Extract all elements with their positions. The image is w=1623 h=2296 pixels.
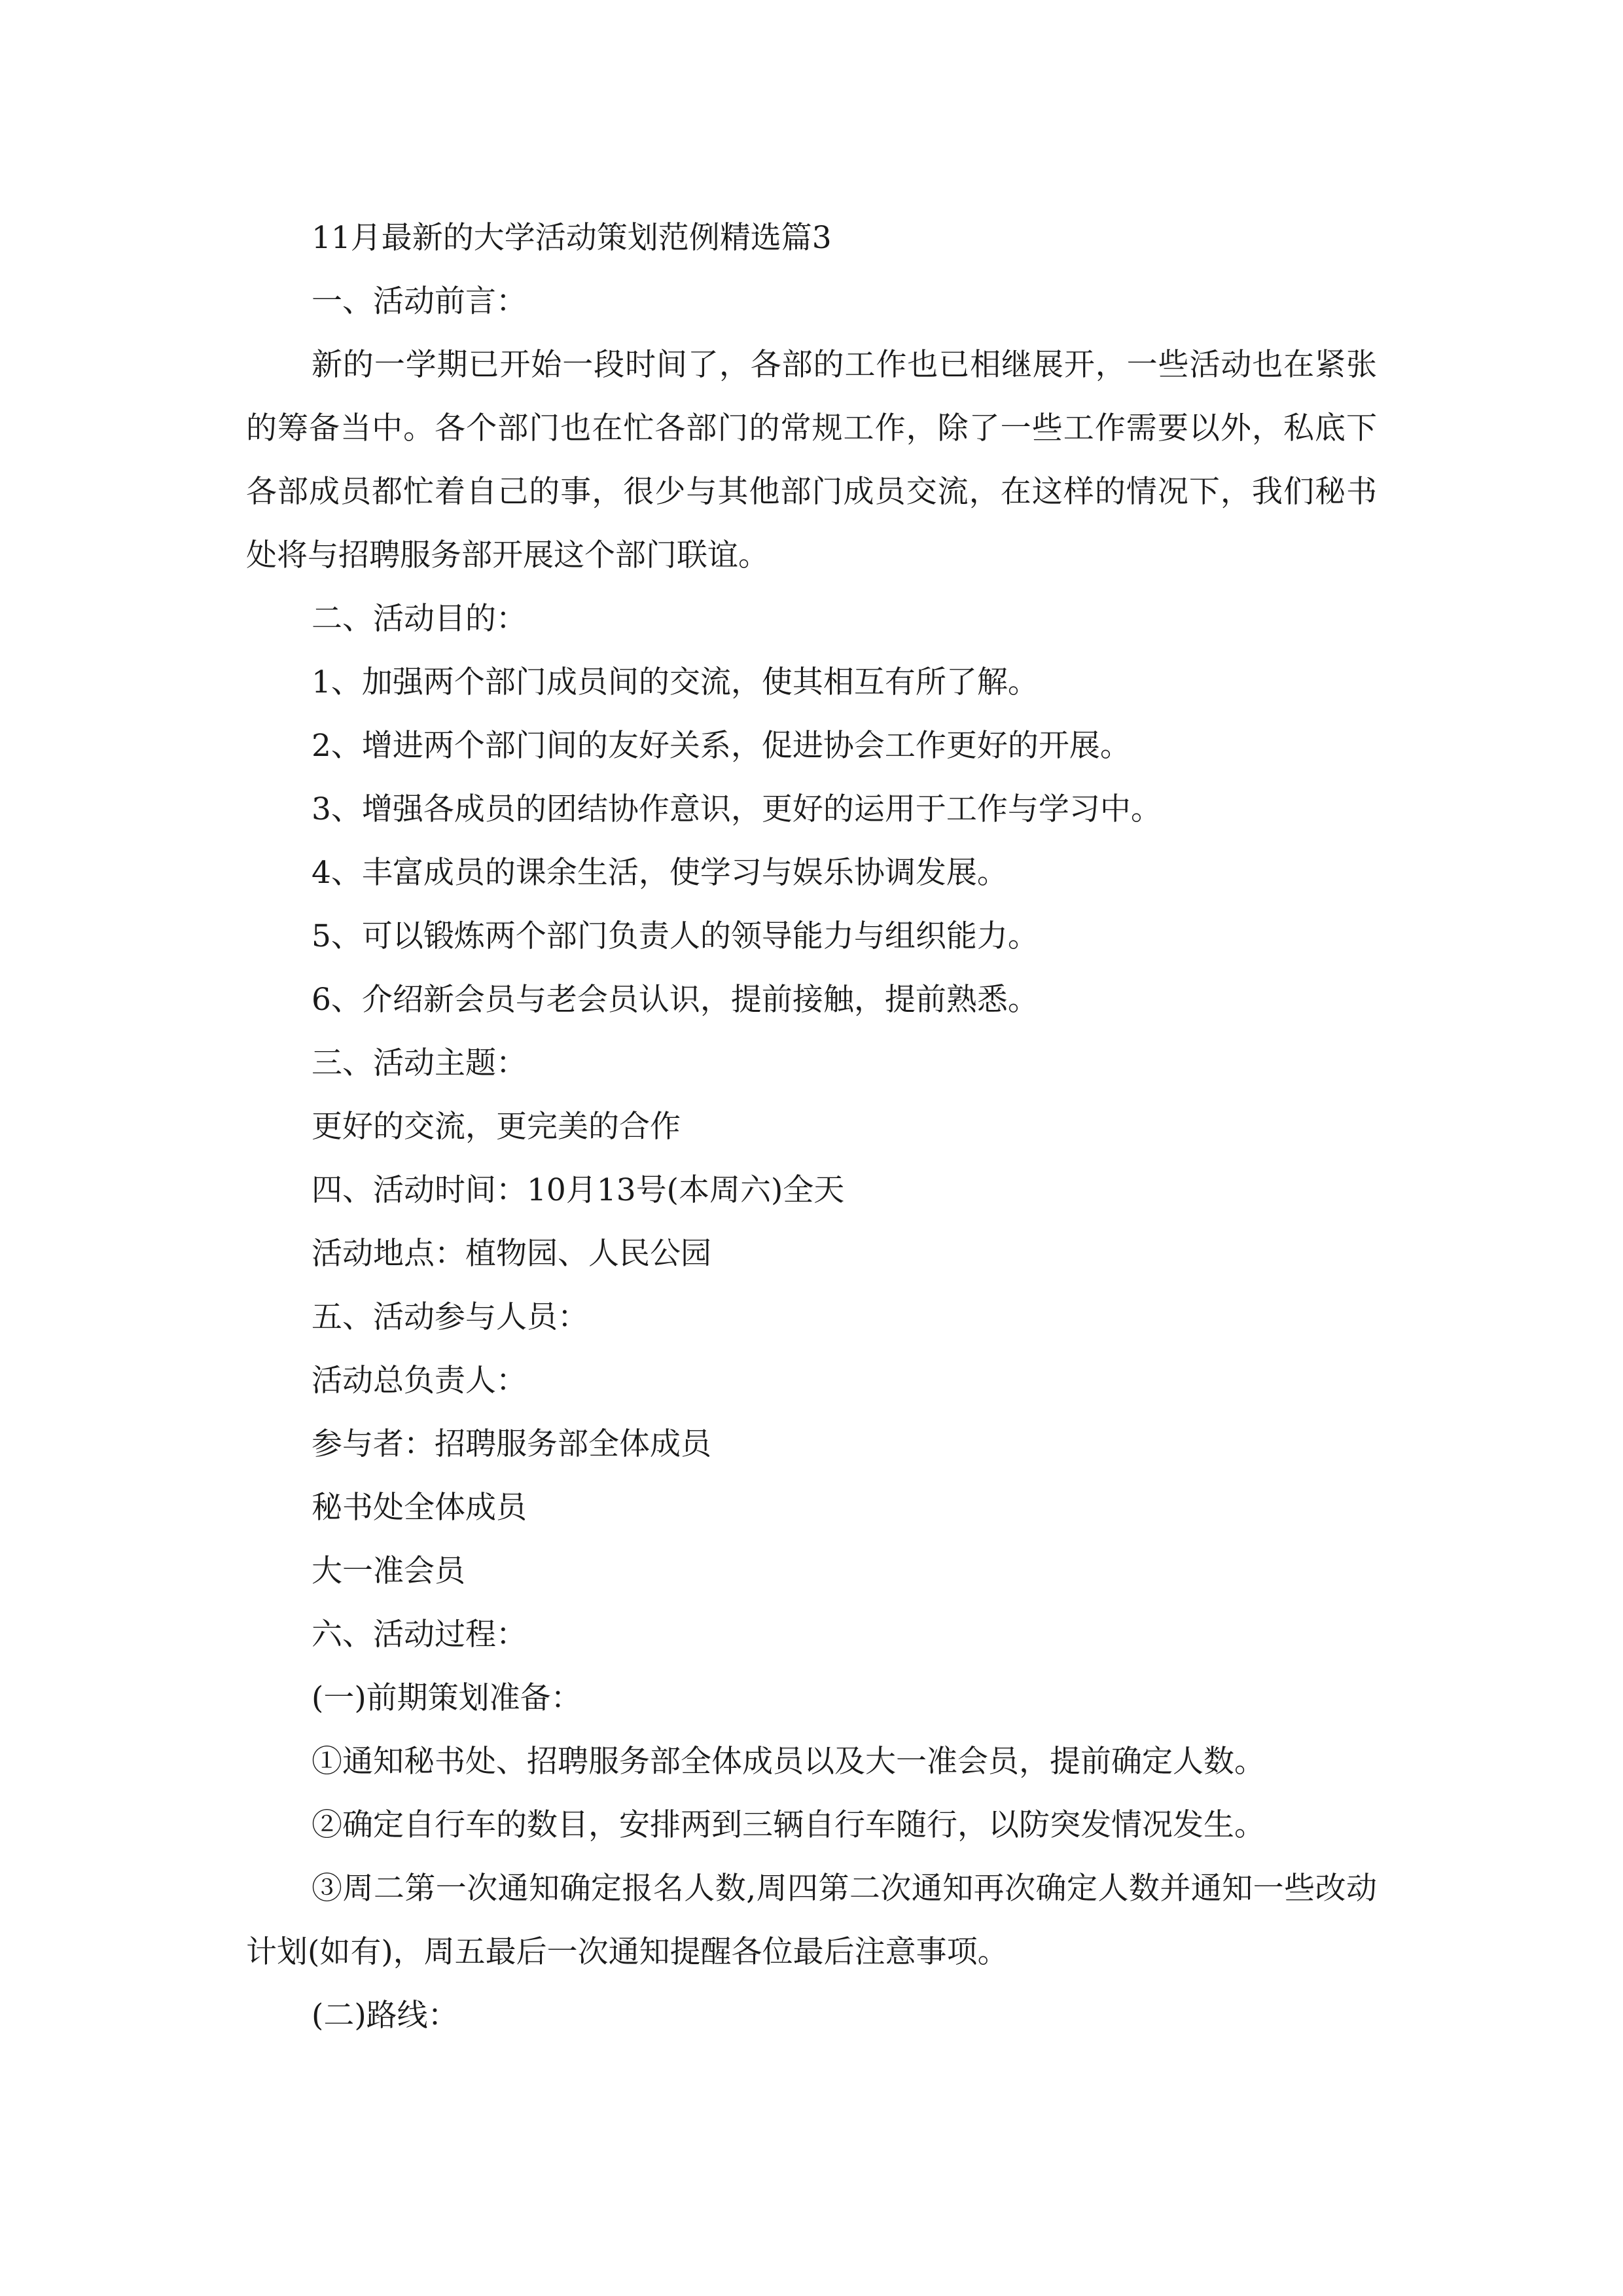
prep-item-paragraph: ③周二第一次通知确定报名人数,周四第二次通知再次确定人数并通知一些改动计划(如有)，周五最后一次通知提醒各位最后注意事项。 (246, 1871, 1377, 1970)
subsection-heading-route: (二)路线： (312, 1998, 459, 2034)
goal-item: 2、增进两个部门间的友好关系，促进协会工作更好的开展。 (312, 728, 1131, 764)
participants-line: 参与者：招聘服务部全体成员 (312, 1426, 711, 1462)
participants-line: 秘书处全体成员 (312, 1490, 527, 1526)
theme-text: 更好的交流，更完美的合作 (312, 1109, 681, 1145)
document-body (246, 206, 1377, 2047)
document-title: 11月最新的大学活动策划范例精选篇3 (312, 220, 832, 256)
goal-item: 5、可以锻炼两个部门负责人的领导能力与组织能力。 (312, 918, 1039, 954)
goal-item: 6、介绍新会员与老会员认识，提前接触，提前熟悉。 (312, 982, 1039, 1018)
goal-item: 1、加强两个部门成员间的交流，使其相互有所了解。 (312, 664, 1039, 700)
preface-paragraph: 新的一学期已开始一段时间了，各部的工作也已相继展开，一些活动也在紧张的筹备当中。各个部门也在忙各部门的常规工作，除了一些工作需要以外，私底下各部成员都忙着自己的事，很少与其他部门成员交流，在这样的情况下，我们秘书处将与招聘服务部开展这个部门联谊。 (246, 347, 1377, 573)
section-heading-goals: 二、活动目的： (312, 601, 527, 637)
location-text: 活动地点：植物园、人民公园 (312, 1236, 711, 1272)
goal-item: 3、增强各成员的团结协作意识，更好的运用于工作与学习中。 (312, 791, 1162, 827)
subsection-heading-prep: (一)前期策划准备： (312, 1680, 582, 1716)
section-heading-participants: 五、活动参与人员： (312, 1299, 588, 1335)
leader-text: 活动总负责人： (312, 1363, 527, 1399)
prep-item: ②确定自行车的数目，安排两到三辆自行车随行，以防突发情况发生。 (312, 1807, 1265, 1843)
prep-item: ①通知秘书处、招聘服务部全体成员以及大一准会员，提前确定人数。 (312, 1744, 1265, 1780)
section-heading-time: 四、活动时间：10月13号(本周六)全天 (312, 1172, 845, 1208)
section-heading-preface: 一、活动前言： (312, 283, 527, 319)
goal-item: 4、丰富成员的课余生活，使学习与娱乐协调发展。 (312, 855, 1008, 891)
section-heading-theme: 三、活动主题： (312, 1045, 527, 1081)
participants-line: 大一准会员 (312, 1553, 465, 1589)
section-heading-process: 六、活动过程： (312, 1617, 527, 1653)
